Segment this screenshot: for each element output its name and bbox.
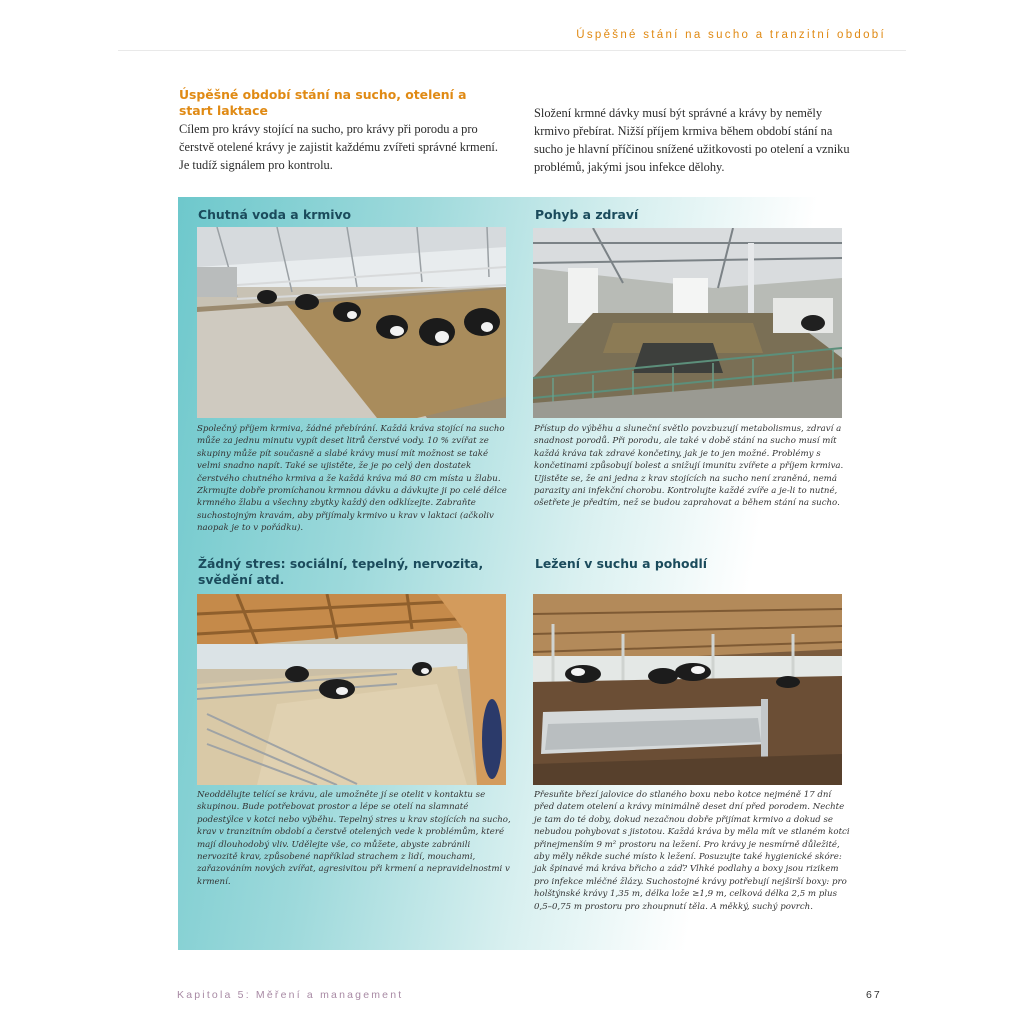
header-rule xyxy=(118,50,906,51)
box-title-lying-comfort: Ležení v suchu a pohodlí xyxy=(535,556,707,571)
box-title-water-feed: Chutná voda a krmivo xyxy=(198,207,352,222)
footer-chapter: Kapitola 5: Měření a management xyxy=(177,989,404,1001)
box-title-no-stress: Žádný stres: sociální, tepelný, nervozita, svědění atd. xyxy=(198,556,484,587)
box-title-movement-health: Pohyb a zdraví xyxy=(535,207,639,222)
photo-bedded-pack xyxy=(533,594,842,785)
box-caption-no-stress: Neoddělujte telící se krávu, ale umožněte jí se otelit v kontaktu se skupinou. Bude potřebovat prostor a lépe se otelí na slamnaté podestýlce v kotci nebo výběhu. Tepelný stres u krav stojících na sucho, krav v tranzitním období a čerstvě otelených vede k problémům, které mají dlouhodobý vliv. Udělejte vše, co můžete, abyste zabránili nervozitě krav, způsobené například strachem z lidí, mouchami, zařazováním nových zvířat, agresivitou při krmení a nepravidelnostmi v krmení. xyxy=(197,790,511,887)
box-caption-water-feed: Společný příjem krmiva, žádné přebírání. Každá kráva stojící na sucho může za jednu minutu vypít deset litrů čerstvé vody. 10 % zvířat ze skupiny může pít současně a slabé krávy musí mít možnost se také velmi snadno napít. Také se ujistěte, že je po celý den dostatek čerstvého chutného krmiva a že každá kráva má 80 cm místa u žlabu. Zkrmujte dobře promíchanou krmnou dávku a dávkujte ji po celé délce krmného žlabu a všechny zbytky každý den odklízejte. Zabraňte suchostojným kravám, aby přijímaly krmivo u krav v laktaci (ačkoliv naopak je to v pořádku). xyxy=(197,424,507,534)
intro-right-paragraph: Složení krmné dávky musí být správné a krávy by neměly krmivo přebírat. Nižší příjem krmiva během období stání na sucho je hlavní příčinou snížené užitkovosti po otelení a vzniku problémů, jakými jsou infekce dělohy. xyxy=(534,106,850,174)
page-number: 67 xyxy=(866,989,882,1001)
intro-left-paragraph: Cílem pro krávy stojící na sucho, pro krávy při porodu a pro čerstvě otelené krávy je zajistit každému zvířeti správné krmení. Je tudíž signálem pro kontrolu. xyxy=(179,122,498,172)
photo-calving-pens xyxy=(197,594,506,785)
box-caption-lying-comfort: Přesuňte březí jalovice do stlaného boxu nebo kotce nejméně 17 dní před datem otelení a krávy minimálně deset dní před porodem. Nechte je tam do té doby, dokud nezačnou dobře přijímat krmivo a dokud se nebudou pohybovat s jistotou. Každá kráva by měla mít ve stlaném kotci přinejmenším 9 m² prostoru na ležení. Pro krávy je nesmírně důležité, aby měly někde suché místo k ležení. Posuzujte také hygienické skóre: jak špinavé má kráva břicho a záď? Vlhké podlahy a boxy jsou rizikem pro infekce mléčné žlázy. Suchostojné krávy potřebují nejširší boxy: pro holštýnské krávy 1,35 m, délka lože ≥1,9 m, celková délka 2,5 m plus 0,5–0,75 m prostoru pro zhoupnutí těla. A měkký, suchý povrch. xyxy=(534,790,850,912)
running-header: Úspěšné stání na sucho a tranzitní období xyxy=(576,29,886,41)
photo-feeding-barn xyxy=(197,227,506,418)
box-caption-movement-health: Přístup do výběhu a sluneční světlo povzbuzují metabolismus, zdraví a snadnost porodů. Při porodu, ale také v době stání na sucho musí mít každá kráva tak zdravé končetiny, jak je to jen možné. Problémy s končetinami způsobují bolest a snižují imunitu zvířete a příjem krmiva. Ujistěte se, že ani jedna z krav stojících na sucho není zraněná, nemá parazity ani infekční chorobu. Kontrolujte každé zvíře a je-li to nutné, ošetřete je předtím, než se budou zaprahovat a během stání na sucho. xyxy=(534,424,844,509)
intro-heading: Úspěšné období stání na sucho, otelení a start laktace xyxy=(179,87,467,118)
photo-barn-interior xyxy=(533,228,842,418)
